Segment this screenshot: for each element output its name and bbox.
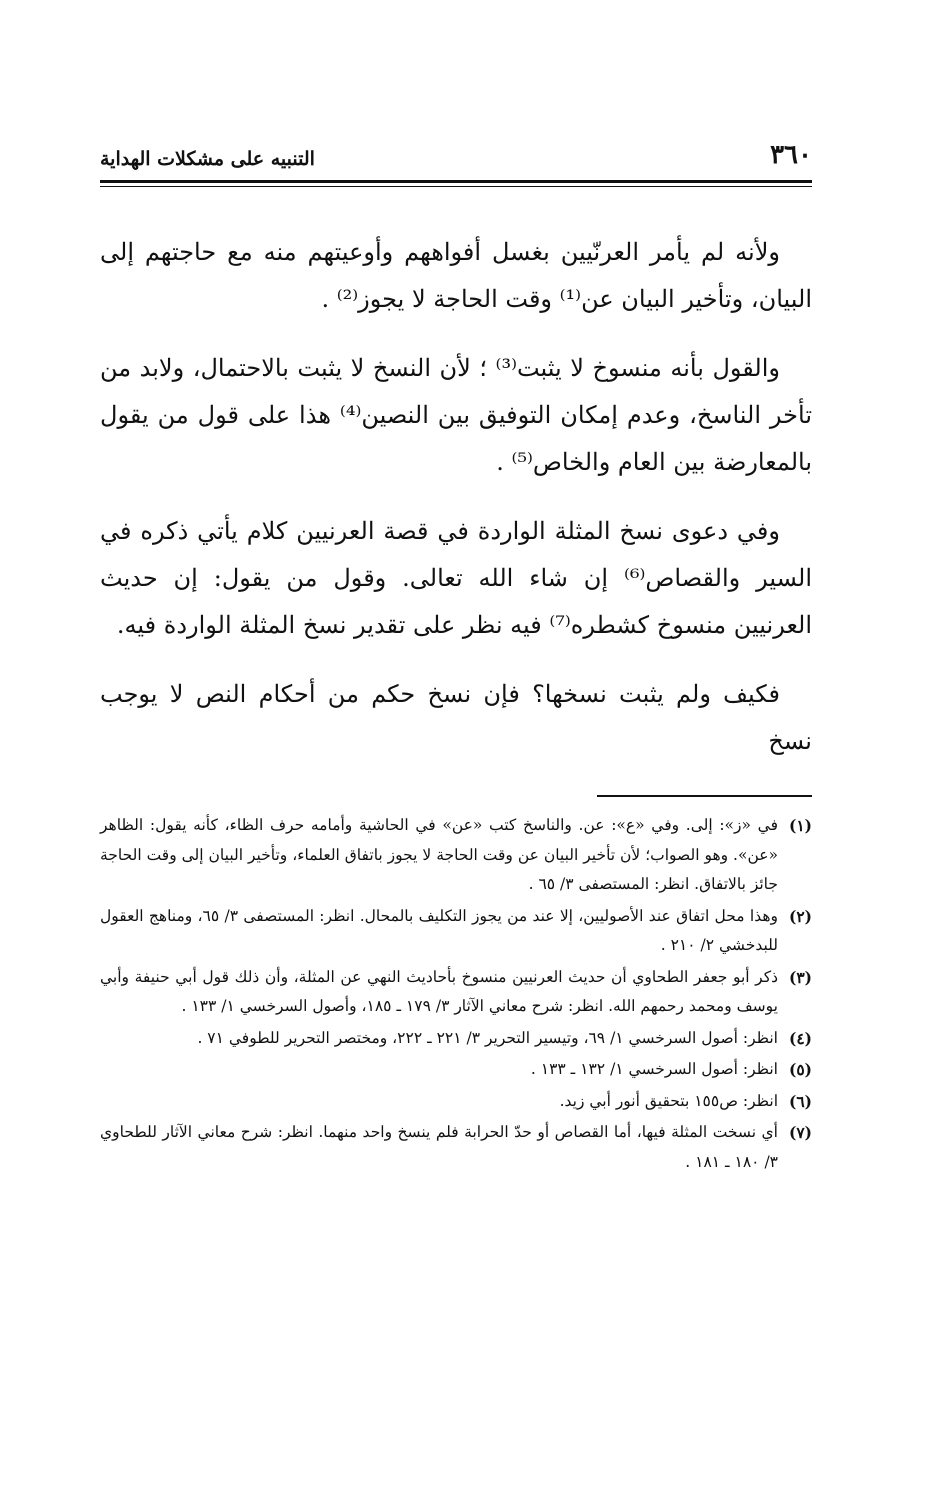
footnote-text: انظر: ص١٥٥ بتحقيق أنور أبي زيد.: [559, 1091, 778, 1110]
footnote: [100, 1118, 812, 1177]
page-header: [100, 138, 812, 170]
paragraph: وفي دعوى نسخ المثلة الواردة في قصة العرنيين كلام يأتي ذكره في السير والقصاص⁽⁶⁾ إن شاء الله تعالى. وقول من يقول: إن حديث العرنيين منسوخ كشطره⁽⁷⁾ فيه نظر على تقدير نسخ المثلة الواردة فيه.: [100, 517, 813, 639]
footnote-number: (٣): [788, 967, 812, 987]
footnote: [100, 963, 812, 1022]
paragraph: ولأنه لم يأمر العرنّيين بغسل أفواههم وأوعيتهم منه مع حاجتهم إلى البيان، وتأخير البيان عن⁽¹⁾ وقت الحاجة لا يجوز⁽²⁾ .: [100, 238, 812, 313]
page-number: ٣٦٠: [770, 140, 812, 170]
footnote: [100, 1024, 812, 1054]
header-rule-thick: [100, 180, 812, 183]
footnote-text: انظر: أصول السرخسي ١/ ٦٩، وتيسير التحرير ٣/ ٢٢١ ـ ٢٢٢، ومختصر التحرير للطوفي ٧١ .: [197, 1028, 778, 1047]
footnotes: [100, 811, 812, 1177]
footnote-text: أي نسخت المثلة فيها، أما القصاص أو حدّ الحرابة فلم ينسخ واحد منهما. انظر: شرح معاني الآثار للطحاوي ٣/ ١٨٠ ـ ١٨١ .: [100, 1123, 778, 1171]
footnote-number: (٧): [788, 1123, 812, 1142]
footnote-number: (٥): [788, 1060, 812, 1079]
footnote: [100, 1087, 812, 1117]
header-rule-thin: [100, 186, 812, 187]
footnote-divider: [597, 795, 812, 797]
footnote-text: في «ز»: إلى. وفي «ع»: عن. والناسخ كتب «عن» في الحاشية وأمامه حرف الظاء، كأنه يقول: الظاهر «عن». وهو الصواب؛ لأن تأخير البيان عن وقت الحاجة لا يجوز باتفاق العلماء، وتأخير البيان إلى وقت الحاجة جائز بالاتفاق. انظر: المستصفى ٣/ ٦٥ .: [100, 816, 778, 893]
footnote-text: وهذا محل اتفاق عند الأصوليين، إلا عند من يجوز التكليف بالمحال. انظر: المستصفى ٣/ ٦٥، ومناهج العقول للبدخشي ٢/ ٢١٠ .: [100, 906, 778, 954]
footnote: [100, 902, 812, 961]
footnote-number: (١): [788, 816, 812, 835]
footnote-text: ذكر أبو جعفر الطحاوي أن حديث العرنيين منسوخ بأحاديث النهي عن المثلة، وأن ذلك قول أبي حنيفة وأبي يوسف ومحمد رحمهم الله. انظر: شرح معاني الآثار ٣/ ١٧٩ ـ ١٨٥، وأصول السرخسي ١/ ١٣٣ .: [100, 967, 778, 1015]
running-title: التنبيه على مشكلات الهداية: [100, 148, 315, 170]
main-text: [100, 229, 812, 765]
paragraph: والقول بأنه منسوخ لا يثبت⁽³⁾ ؛ لأن النسخ لا يثبت بالاحتمال، ولابد من تأخر الناسخ، وعدم إمكان التوفيق بين النصين⁽⁴⁾ هذا على قول من يقول بالمعارضة بين العام والخاص⁽⁵⁾ .: [100, 354, 813, 476]
footnote-number: (٢): [788, 906, 812, 926]
paragraph: فكيف ولم يثبت نسخها؟ فإن نسخ حكم من أحكام النص لا يوجب نسخ: [100, 680, 812, 755]
footnote-number: (٦): [788, 1091, 812, 1111]
book-page: [100, 138, 812, 1179]
footnote-text: انظر: أصول السرخسي ١/ ١٣٢ ـ ١٣٣ .: [530, 1060, 778, 1078]
footnote: [100, 1055, 812, 1085]
footnote: [100, 811, 812, 900]
footnote-number: (٤): [788, 1028, 812, 1048]
